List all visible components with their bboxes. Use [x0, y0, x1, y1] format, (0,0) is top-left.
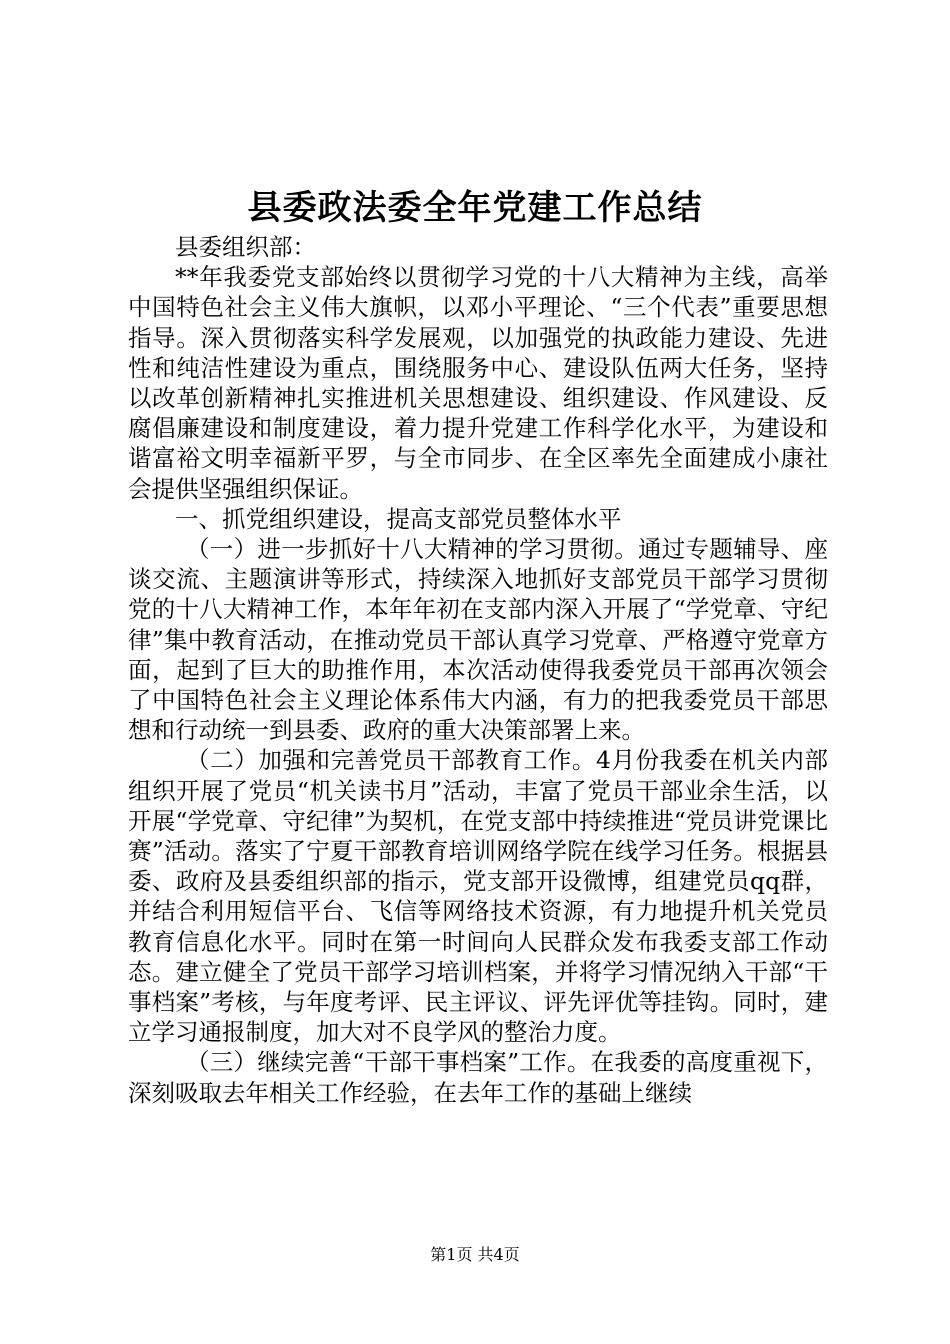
salutation: 县委组织部： — [175, 233, 316, 261]
document-title: 县委政法委全年党建工作总结 — [247, 188, 703, 228]
paragraph-item-1: （一）进一步抓好十八大精神的学习贯彻。通过专题辅导、座谈交流、主题演讲等形式，持续深入地抓好支部党员干部学习贯彻党的十八大精神工作，本年年初在支部内深入开展了“学党章、守纪律”集中教育活动，在推动党员干部认真学习党章、严格遵守党章方面，起到了巨大的助推作用，本次活动使得我委党员干部再次领会了中国特色社会主义理论体系伟大内涵，有力的把我委党员干部思想和行动统一到县委、政府的重大决策部署上来。 — [128, 535, 828, 745]
section-heading-1: 一、抓党组织建设，提高支部党员整体水平 — [175, 504, 622, 533]
page-number-footer: 第1页 共4页 — [430, 1245, 520, 1264]
paragraph-item-2: （二）加强和完善党员干部教育工作。4月份我委在机关内部组织开展了党员“机关读书月”活动，丰富了党员干部业余生活，以开展“学党章、守纪律”为契机，在党支部中持续推进“党员讲党课比赛”活动。落实了宁夏干部教育培训网络学院在线学习任务。根据县委、政府及县委组织部的指示，党支部开设微博，组建党员qq群，并结合利用短信平台、飞信等网络技术资源，有力地提升机关党员教育信息化水平。同时在第一时间向人民群众发布我委支部工作动态。建立健全了党员干部学习培训档案，并将学习情况纳入干部“干事档案”考核，与年度考评、民主评议、评先评优等挂钩。同时，建立学习通报制度，加大对不良学风的整治力度。 — [128, 746, 828, 1047]
paragraph-item-3: （三）继续完善“干部干事档案”工作。在我委的高度重视下，深刻吸取去年相关工作经验，在去年工作的基础上继续 — [128, 1048, 828, 1107]
paragraph-intro: **年我委党支部始终以贯彻学习党的十八大精神为主线，高举中国特色社会主义伟大旗帜，以邓小平理论、“三个代表”重要思想指导。深入贯彻落实科学发展观，以加强党的执政能力建设、先进性和纯洁性建设为重点，围绕服务中心、建设队伍两大任务，坚持以改革创新精神扎实推进机关思想建设、组织建设、作风建设、反腐倡廉建设和制度建设，着力提升党建工作科学化水平，为建设和谐富裕文明幸福新平罗，与全市同步、在全区率先全面建成小康社会提供坚强组织保证。 — [128, 263, 828, 503]
document-body — [128, 232, 828, 1108]
